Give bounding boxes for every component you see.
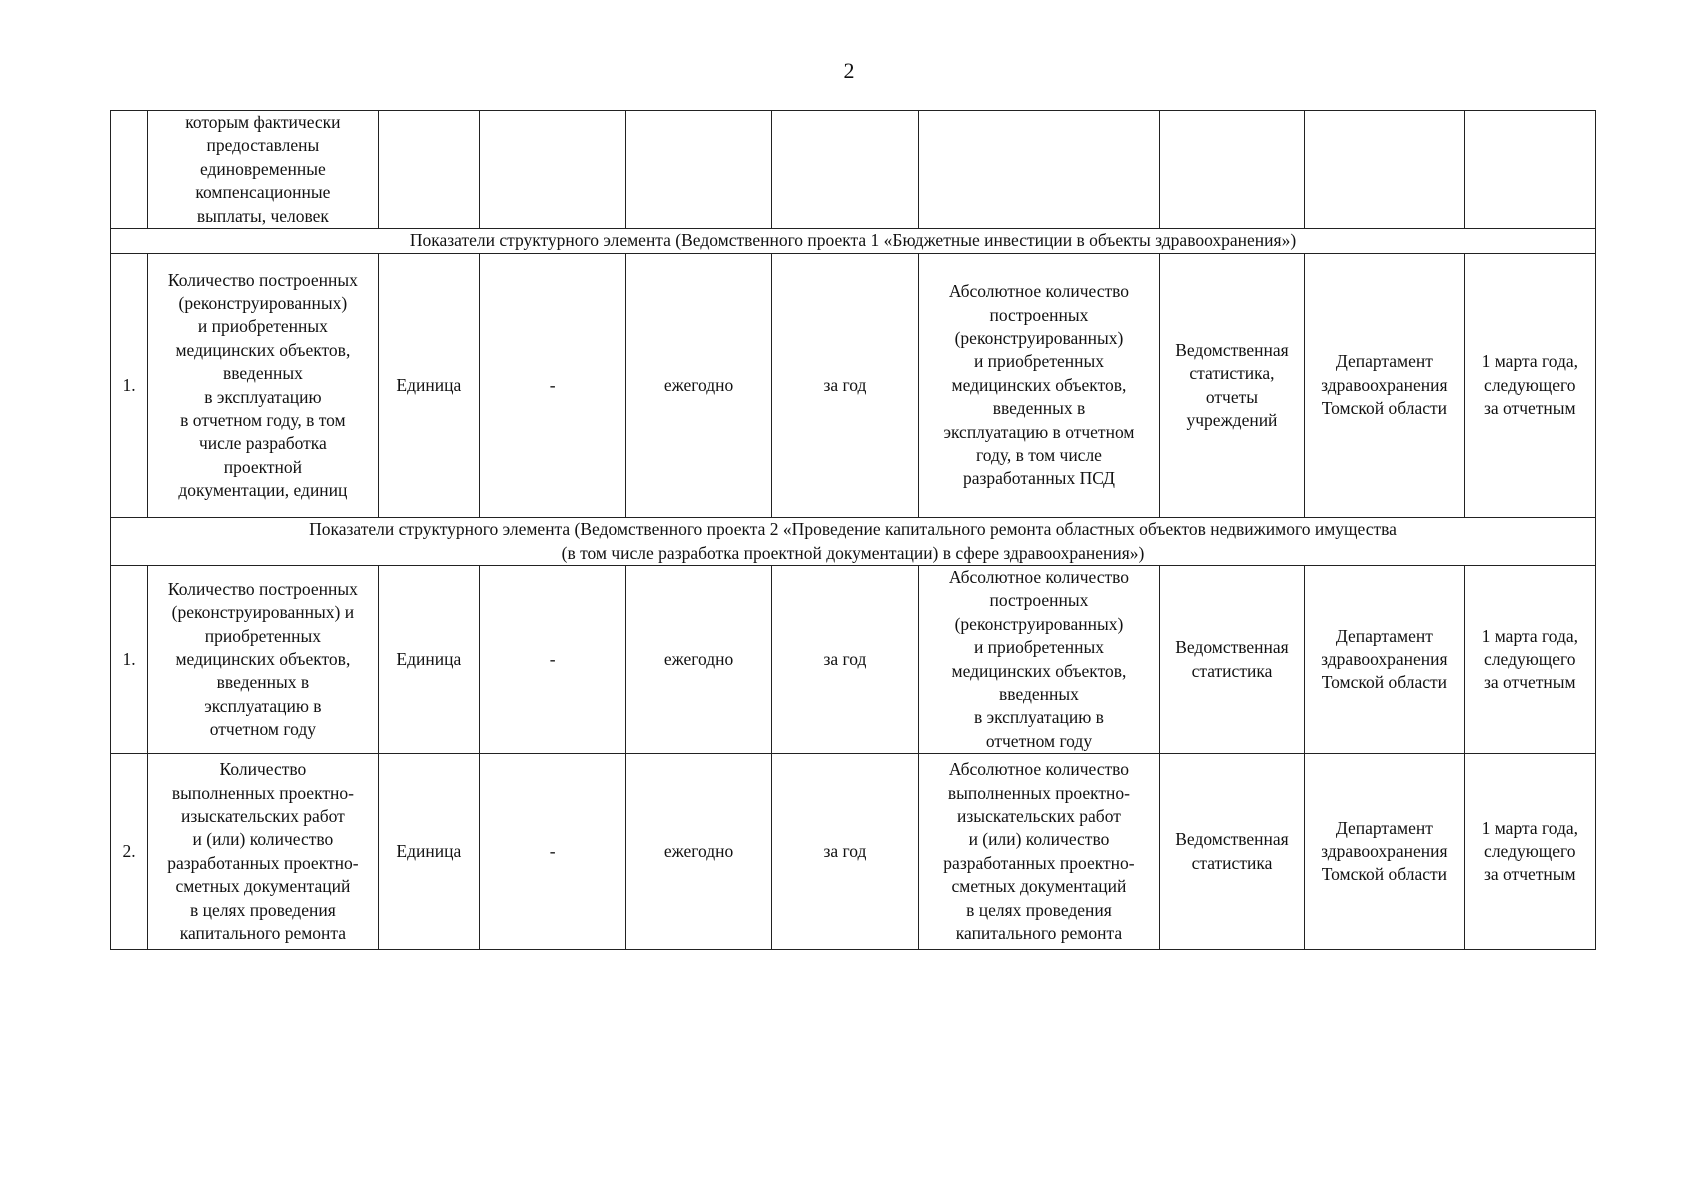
table-row — [111, 566, 1596, 754]
period-cell: за год — [771, 254, 918, 518]
deadline-cell: 1 марта года, следующего за отчетным — [1464, 566, 1595, 754]
section-title: Показатели структурного элемента (Ведомственного проекта 1 «Бюджетные инвестиции в объекты здравоохранения») — [111, 229, 1596, 254]
method-cell: Абсолютное количество построенных (реконструированных) и приобретенных медицинских объектов, введенных в эксплуатацию в отчетном году — [919, 566, 1160, 754]
section-header-row — [111, 518, 1596, 566]
responsible-cell — [1305, 111, 1464, 229]
row-number-cell — [111, 111, 148, 229]
indicator-name-cell: Количество построенных (реконструированных) и приобретенных медицинских объектов, введенных в эксплуатацию в отчетном году — [148, 566, 379, 754]
indicator-name-cell: Количество выполненных проектно- изыскательских работ и (или) количество разработанных проектно- сметных документаций в целях проведения капитального ремонта — [148, 754, 379, 950]
continuation-row — [111, 111, 1596, 229]
row-number-cell: 1. — [111, 566, 148, 754]
deadline-cell: 1 марта года, следующего за отчетным — [1464, 254, 1595, 518]
deadline-cell: 1 марта года, следующего за отчетным — [1464, 754, 1595, 950]
responsible-cell: Департамент здравоохранения Томской области — [1305, 566, 1464, 754]
period-cell: за год — [771, 566, 918, 754]
row-number-cell: 1. — [111, 254, 148, 518]
responsible-cell: Департамент здравоохранения Томской области — [1305, 254, 1464, 518]
source-cell: Ведомственная статистика — [1159, 754, 1304, 950]
section-title: Показатели структурного элемента (Ведомственного проекта 2 «Проведение капитального ремонта областных объектов недвижимого имущества (в том числе разработка проектной документации) в сфере здравоохранения») — [111, 518, 1596, 566]
dash-cell: - — [479, 254, 625, 518]
dash-cell: - — [479, 754, 625, 950]
frequency-cell — [626, 111, 771, 229]
dash-cell: - — [479, 566, 625, 754]
unit-cell — [378, 111, 479, 229]
indicators-table — [110, 110, 1596, 950]
indicator-name-cell: которым фактически предоставлены единовременные компенсационные выплаты, человек — [148, 111, 379, 229]
source-cell: Ведомственная статистика, отчеты учреждений — [1159, 254, 1304, 518]
dash-cell — [479, 111, 625, 229]
page-number: 2 — [843, 58, 855, 83]
method-cell — [919, 111, 1160, 229]
period-cell: за год — [771, 754, 918, 950]
section-header-row — [111, 229, 1596, 254]
period-cell — [771, 111, 918, 229]
responsible-cell: Департамент здравоохранения Томской области — [1305, 754, 1464, 950]
method-cell: Абсолютное количество выполненных проектно- изыскательских работ и (или) количество разработанных проектно- сметных документаций в целях проведения капитального ремонта — [919, 754, 1160, 950]
frequency-cell: ежегодно — [626, 754, 771, 950]
frequency-cell: ежегодно — [626, 254, 771, 518]
source-cell — [1159, 111, 1304, 229]
method-cell: Абсолютное количество построенных (реконструированных) и приобретенных медицинских объектов, введенных в эксплуатацию в отчетном году, в том числе разработанных ПСД — [919, 254, 1160, 518]
row-number-cell: 2. — [111, 754, 148, 950]
source-cell: Ведомственная статистика — [1159, 566, 1304, 754]
unit-cell: Единица — [378, 566, 479, 754]
unit-cell: Единица — [378, 754, 479, 950]
indicator-name-cell: Количество построенных (реконструированных) и приобретенных медицинских объектов, введенных в эксплуатацию в отчетном году, в том числе разработка проектной документации, единиц — [148, 254, 379, 518]
table-row — [111, 254, 1596, 518]
deadline-cell — [1464, 111, 1595, 229]
frequency-cell: ежегодно — [626, 566, 771, 754]
table-row — [111, 754, 1596, 950]
unit-cell: Единица — [378, 254, 479, 518]
